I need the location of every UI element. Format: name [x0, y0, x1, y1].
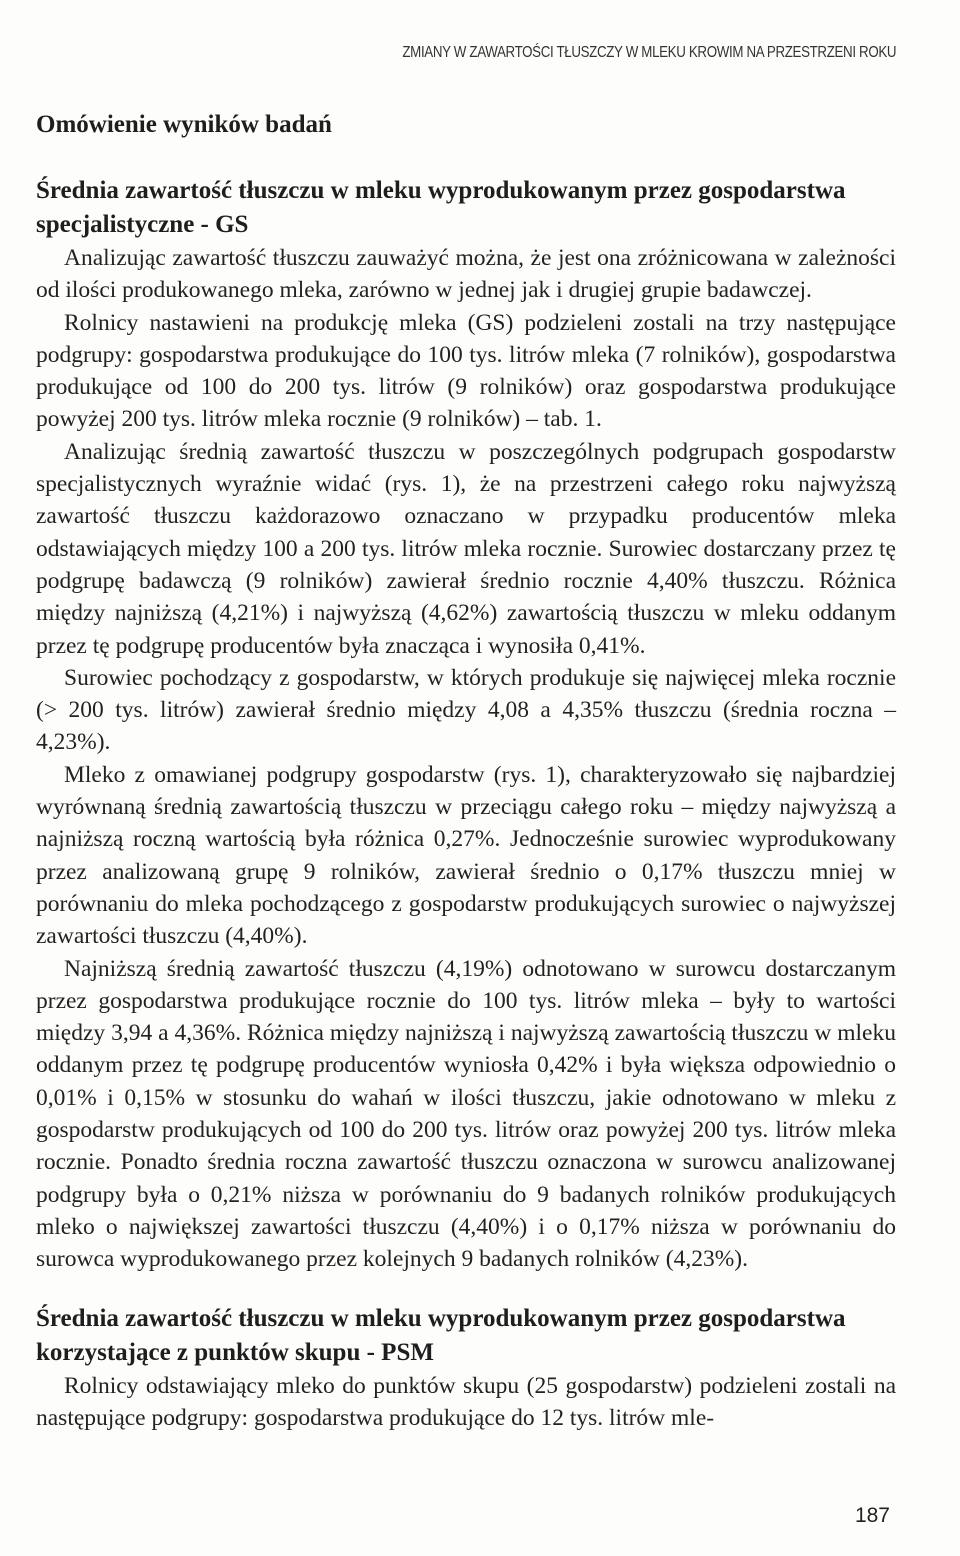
- page-number: 187: [854, 1504, 890, 1527]
- paragraph: Analizując średnią zawartość tłuszczu w poszczególnych podgrupach gospodarstw specjalistycznych wyraźnie widać (rys. 1), że na przestrzeni całego roku najwyższą zawartość tłuszczu każdorazowo oznaczano w przypadku producentów mleka odstawiających między 100 a 200 tys. litrów mleka rocznie. Surowiec dostarczany przez tę podgrupę badawczą (9 rolników) zawierał średnio rocznie 4,40% tłuszczu. Różnica między najniższą (4,21%) i najwyższą (4,62%) zawartością tłuszczu w mleku oddanym przez tę podgrupę producentów była znacząca i wynosiła 0,41%.: [36, 438, 896, 659]
- paragraph: Najniższą średnią zawartość tłuszczu (4,19%) odnotowano w surowcu dostarczanym przez gospodarstwa produkujące rocznie do 100 tys. litrów mleka – były to wartości między 3,94 a 4,36%. Różnica między najniższą i najwyższą zawartością tłuszczu w mleku oddanym przez tę podgrupę producentów wyniosła 0,42% i była większa odpowiednio o 0,01% i 0,15% w stosunku do wahań w ilości tłuszczu, jakie odnotowano w mleku z gospodarstw produkujących od 100 do 200 tys. litrów oraz powyżej 200 tys. litrów mleka rocznie. Ponadto średnia roczna zawartość tłuszczu oznaczona w surowcu analizowanej podgrupy była o 0,21% niższa w porównaniu do 9 badanych rolników produkujących mleko o największej zawartości tłuszczu (4,40%) i o 0,17% niższa w porównaniu do surowca wyprodukowanego przez kolejnych 9 badanych rolników (4,23%).: [36, 955, 896, 1273]
- running-header: ZMIANY W ZAWARTOŚCI TŁUSZCZY W MLEKU KROWIM NA PRZESTRZENI ROKU: [402, 44, 896, 61]
- section-heading-main: Omówienie wyników badań: [36, 111, 332, 138]
- section-heading-gs: Średnia zawartość tłuszczu w mleku wyprodukowanym przez gospodarstwa specjalistyczne - GS: [36, 177, 846, 238]
- paragraph: Rolnicy odstawiający mleko do punktów skupu (25 gospodarstw) podzieleni zostali na następujące podgrupy: gospodarstwa produkujące do 12 tys. litrów mle-: [36, 1372, 896, 1431]
- paragraph: Mleko z omawianej podgrupy gospodarstw (rys. 1), charakteryzowało się najbardziej wyrównaną średnią zawartością tłuszczu w przeciągu całego roku – między najwyższą a najniższą roczną wartością była różnica 0,27%. Jednocześnie surowiec wyprodukowany przez analizowaną grupę 9 rolników, zawierał średnio o 0,17% tłuszczu mniej w porównaniu do mleka pochodzącego z gospodarstw produkujących surowiec o najwyższej zawartości tłuszczu (4,40%).: [36, 761, 896, 950]
- paragraph: Surowiec pochodzący z gospodarstw, w których produkuje się najwięcej mleka rocznie (> 200 tys. litrów) zawierał średnio między 4,08 a 4,35% tłuszczu (średnia roczna – 4,23%).: [36, 664, 896, 756]
- section-gs: [36, 174, 896, 1276]
- page-content: [36, 108, 896, 1434]
- paragraph: Analizując zawartość tłuszczu zauważyć można, że jest ona zróżnicowana w zależności od ilości produkowanego mleka, zarówno w jednej jak i drugiej grupie badawczej.: [36, 245, 896, 304]
- section-heading-psm: Średnia zawartość tłuszczu w mleku wyprodukowanym przez gospodarstwa korzystające z punktów skupu - PSM: [36, 1304, 846, 1366]
- section-psm: [36, 1302, 896, 1435]
- paragraph: Rolnicy nastawieni na produkcję mleka (GS) podzieleni zostali na trzy następujące podgrupy: gospodarstwa produkujące do 100 tys. litrów mleka (7 rolników), gospodarstwa produkujące od 100 do 200 tys. litrów (9 rolników) oraz gospodarstwa produkujące powyżej 200 tys. litrów mleka rocznie (9 rolników) – tab. 1.: [36, 309, 896, 433]
